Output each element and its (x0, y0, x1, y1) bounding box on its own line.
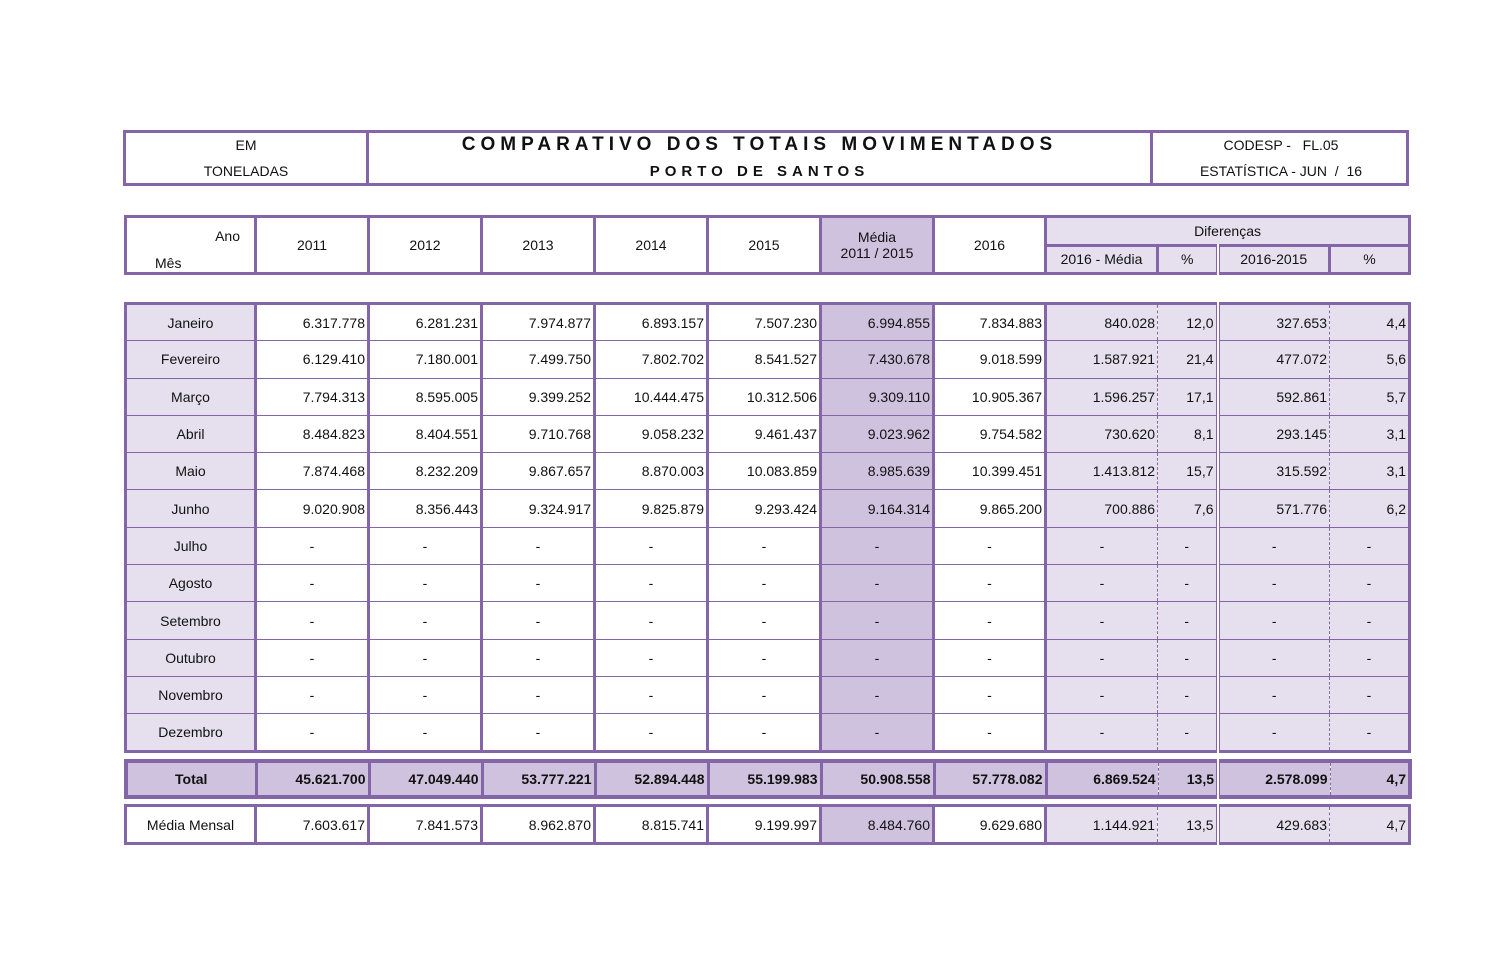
table-cell: - (595, 714, 708, 751)
table-cell: 7.794.313 (256, 378, 369, 415)
table-cell: - (708, 527, 821, 564)
table-cell: 8.356.443 (369, 490, 482, 527)
table-cell: 1.596.257 (1046, 378, 1158, 415)
table-cell: - (1158, 676, 1218, 713)
table-cell: - (934, 639, 1046, 676)
table-cell: 4,7 (1330, 806, 1410, 844)
table-cell: - (1330, 565, 1410, 602)
table-cell: - (821, 527, 934, 564)
month-label: Abril (126, 415, 256, 452)
month-label: Fevereiro (126, 341, 256, 378)
table-cell: 10.399.451 (934, 453, 1046, 490)
header-pct-media: % (1158, 245, 1218, 274)
month-row (126, 565, 1410, 602)
table-cell: - (595, 639, 708, 676)
table-cell: - (1218, 565, 1330, 602)
table-cell: 5,6 (1330, 341, 1410, 378)
page-subtitle: PORTO DE SANTOS (649, 163, 870, 180)
table-cell: 6.129.410 (256, 341, 369, 378)
table-cell: 9.865.200 (934, 490, 1046, 527)
source-line-2: ESTATÍSTICA - JUN / 16 (1199, 163, 1363, 179)
table-cell: 840.028 (1046, 304, 1158, 341)
table-cell: 8.404.551 (369, 415, 482, 452)
table-cell: - (1330, 639, 1410, 676)
table-cell: 13,5 (1158, 761, 1218, 797)
month-row (126, 378, 1410, 415)
table-cell: 4,4 (1330, 304, 1410, 341)
table-cell: - (482, 527, 595, 564)
table-cell: 6.317.778 (256, 304, 369, 341)
table-cell: - (821, 565, 934, 602)
source-box (1156, 133, 1406, 183)
table-cell: 9.461.437 (708, 415, 821, 452)
table-cell: 571.776 (1218, 490, 1330, 527)
table-cell: - (1218, 602, 1330, 639)
table-cell: 3,1 (1330, 415, 1410, 452)
table-cell: - (1158, 602, 1218, 639)
table-cell: 7.180.001 (369, 341, 482, 378)
total-row (126, 761, 1410, 797)
table-cell: 7.603.617 (256, 806, 369, 844)
header-2016-media: 2016 - Média (1046, 245, 1158, 274)
table-cell: - (1218, 639, 1330, 676)
table-cell: - (1046, 527, 1158, 564)
month-row (126, 341, 1410, 378)
table-cell: 8.484.760 (821, 806, 934, 844)
table-cell: - (821, 639, 934, 676)
table-cell: 477.072 (1218, 341, 1330, 378)
header-diferencas: Diferenças (1046, 217, 1410, 246)
table-cell: 9.825.879 (595, 490, 708, 527)
table-cell: 57.778.082 (934, 761, 1046, 797)
month-label: Março (126, 378, 256, 415)
table-cell: - (708, 565, 821, 602)
table-cell: 1.587.921 (1046, 341, 1158, 378)
month-label: Agosto (126, 565, 256, 602)
header-year-2013: 2013 (482, 217, 595, 274)
month-label: Janeiro (126, 304, 256, 341)
table-cell: - (482, 602, 595, 639)
table-cell: - (482, 676, 595, 713)
header-2016-2015: 2016-2015 (1218, 245, 1330, 274)
header-year-2014: 2014 (595, 217, 708, 274)
month-label: Novembro (126, 676, 256, 713)
table-cell: - (595, 565, 708, 602)
table-cell: - (256, 527, 369, 564)
table-cell: 9.199.997 (708, 806, 821, 844)
table-cell: - (369, 676, 482, 713)
table-cell: 10.312.506 (708, 378, 821, 415)
month-row (126, 714, 1410, 751)
table-cell: - (1330, 714, 1410, 751)
table-cell: 9.309.110 (821, 378, 934, 415)
header-media-line-1: Média (857, 229, 897, 245)
monthly-table (124, 302, 1411, 753)
table-cell: 10.083.859 (708, 453, 821, 490)
month-label: Junho (126, 490, 256, 527)
table-cell: - (1046, 639, 1158, 676)
table-cell: 9.629.680 (934, 806, 1046, 844)
table-cell: 3,1 (1330, 453, 1410, 490)
table-cell: - (482, 714, 595, 751)
unit-line-2: TONELADAS (203, 163, 289, 179)
table-cell: 9.399.252 (482, 378, 595, 415)
table-cell: 47.049.440 (369, 761, 482, 797)
table-cell: - (934, 602, 1046, 639)
unit-box (126, 133, 369, 183)
table-cell: - (1158, 714, 1218, 751)
table-cell: - (482, 565, 595, 602)
table-cell: 52.894.448 (595, 761, 708, 797)
table-cell: 7.499.750 (482, 341, 595, 378)
table-cell: - (369, 527, 482, 564)
table-cell: 53.777.221 (482, 761, 595, 797)
ano-label: Ano (215, 228, 240, 244)
table-cell: 17,1 (1158, 378, 1218, 415)
table-cell: 15,7 (1158, 453, 1218, 490)
table-cell: 21,4 (1158, 341, 1218, 378)
table-cell: 8.541.527 (708, 341, 821, 378)
table-cell: - (1330, 602, 1410, 639)
table-cell: 9.867.657 (482, 453, 595, 490)
table-cell: 7.874.468 (256, 453, 369, 490)
table-cell: - (1218, 527, 1330, 564)
table-cell: 592.861 (1218, 378, 1330, 415)
table-cell: 6.281.231 (369, 304, 482, 341)
month-row (126, 453, 1410, 490)
table-cell: 55.199.983 (708, 761, 821, 797)
table-cell: - (821, 602, 934, 639)
table-cell: - (595, 527, 708, 564)
table-cell: 10.444.475 (595, 378, 708, 415)
table-cell: 7.834.883 (934, 304, 1046, 341)
table-cell: - (708, 602, 821, 639)
month-row (126, 304, 1410, 341)
table-cell: - (1218, 714, 1330, 751)
media-mensal-table (124, 804, 1411, 845)
table-cell: 8.815.741 (595, 806, 708, 844)
table-cell: 1.144.921 (1046, 806, 1158, 844)
header-year-2011: 2011 (256, 217, 369, 274)
table-cell: - (934, 565, 1046, 602)
table-cell: 7,6 (1158, 490, 1218, 527)
table-cell: - (1046, 602, 1158, 639)
table-cell: 13,5 (1158, 806, 1218, 844)
table-cell: - (1330, 527, 1410, 564)
table-cell: 6,2 (1330, 490, 1410, 527)
table-cell: - (1158, 639, 1218, 676)
table-cell: 8.232.209 (369, 453, 482, 490)
month-row (126, 676, 1410, 713)
table-cell: 6.869.524 (1046, 761, 1158, 797)
table-cell: 8.962.870 (482, 806, 595, 844)
table-cell: - (595, 676, 708, 713)
table-cell: - (256, 565, 369, 602)
media-mensal-row (126, 806, 1410, 844)
header-pct-2015: % (1330, 245, 1410, 274)
table-cell: 700.886 (1046, 490, 1158, 527)
month-label: Dezembro (126, 714, 256, 751)
month-label: Setembro (126, 602, 256, 639)
header-media-line-2: 2011 / 2015 (840, 245, 914, 261)
title-box (369, 133, 1153, 183)
table-cell: - (821, 676, 934, 713)
unit-line-1: EM (235, 137, 257, 153)
table-cell: 315.592 (1218, 453, 1330, 490)
source-line-1: CODESP - FL.05 (1223, 137, 1339, 153)
table-cell: - (256, 676, 369, 713)
month-label: Média Mensal (126, 806, 256, 844)
title-banner (123, 130, 1409, 186)
table-cell: 6.994.855 (821, 304, 934, 341)
table-cell: 10.905.367 (934, 378, 1046, 415)
table-cell: 429.683 (1218, 806, 1330, 844)
table-cell: - (1158, 565, 1218, 602)
table-cell: - (1046, 565, 1158, 602)
mes-label: Mês (155, 255, 182, 271)
table-cell: - (1330, 676, 1410, 713)
table-cell: 4,7 (1330, 761, 1410, 797)
table-cell: 9.023.962 (821, 415, 934, 452)
table-cell: - (934, 527, 1046, 564)
ano-mes-header (126, 217, 256, 274)
table-cell: 9.710.768 (482, 415, 595, 452)
table-cell: 9.020.908 (256, 490, 369, 527)
table-cell: - (369, 602, 482, 639)
table-cell: 6.893.157 (595, 304, 708, 341)
table-cell: - (934, 714, 1046, 751)
table-cell: - (369, 639, 482, 676)
table-cell: - (821, 714, 934, 751)
header-year-2015: 2015 (708, 217, 821, 274)
table-cell: 50.908.558 (821, 761, 934, 797)
table-cell: 9.018.599 (934, 341, 1046, 378)
table-cell: 8.595.005 (369, 378, 482, 415)
table-cell: 730.620 (1046, 415, 1158, 452)
table-cell: 7.974.877 (482, 304, 595, 341)
table-cell: - (1046, 714, 1158, 751)
page-title: COMPARATIVO DOS TOTAIS MOVIMENTADOS (461, 134, 1058, 155)
table-cell: 12,0 (1158, 304, 1218, 341)
table-cell: 5,7 (1330, 378, 1410, 415)
table-cell: - (1158, 527, 1218, 564)
total-table (124, 759, 1412, 799)
table-cell: 7.802.702 (595, 341, 708, 378)
table-cell: - (256, 602, 369, 639)
month-label: Maio (126, 453, 256, 490)
table-cell: - (595, 602, 708, 639)
table-cell: - (934, 676, 1046, 713)
table-cell: - (1218, 676, 1330, 713)
month-row (126, 602, 1410, 639)
month-row (126, 527, 1410, 564)
month-label: Julho (126, 527, 256, 564)
table-cell: - (369, 565, 482, 602)
table-cell: 2.578.099 (1218, 761, 1330, 797)
table-cell: 7.430.678 (821, 341, 934, 378)
table-cell: - (1046, 676, 1158, 713)
table-cell: - (708, 639, 821, 676)
header-media (821, 217, 934, 274)
header-year-2016: 2016 (934, 217, 1046, 274)
table-cell: 9.293.424 (708, 490, 821, 527)
month-label: Outubro (126, 639, 256, 676)
table-cell: - (369, 714, 482, 751)
month-row (126, 415, 1410, 452)
table-cell: - (256, 639, 369, 676)
month-label: Total (126, 761, 256, 797)
table-cell: 8,1 (1158, 415, 1218, 452)
table-cell: 8.985.639 (821, 453, 934, 490)
table-cell: 8.484.823 (256, 415, 369, 452)
table-cell: 9.754.582 (934, 415, 1046, 452)
table-cell: - (482, 639, 595, 676)
header-year-2012: 2012 (369, 217, 482, 274)
table-cell: 7.841.573 (369, 806, 482, 844)
table-cell: 9.058.232 (595, 415, 708, 452)
table-cell: - (256, 714, 369, 751)
month-row (126, 639, 1410, 676)
table-cell: - (708, 714, 821, 751)
table-cell: 9.164.314 (821, 490, 934, 527)
table-cell: 7.507.230 (708, 304, 821, 341)
table-cell: 293.145 (1218, 415, 1330, 452)
table-cell: 9.324.917 (482, 490, 595, 527)
table-cell: - (708, 676, 821, 713)
table-cell: 45.621.700 (256, 761, 369, 797)
column-header-table (124, 215, 1411, 275)
table-cell: 8.870.003 (595, 453, 708, 490)
table-cell: 1.413.812 (1046, 453, 1158, 490)
table-cell: 327.653 (1218, 304, 1330, 341)
month-row (126, 490, 1410, 527)
